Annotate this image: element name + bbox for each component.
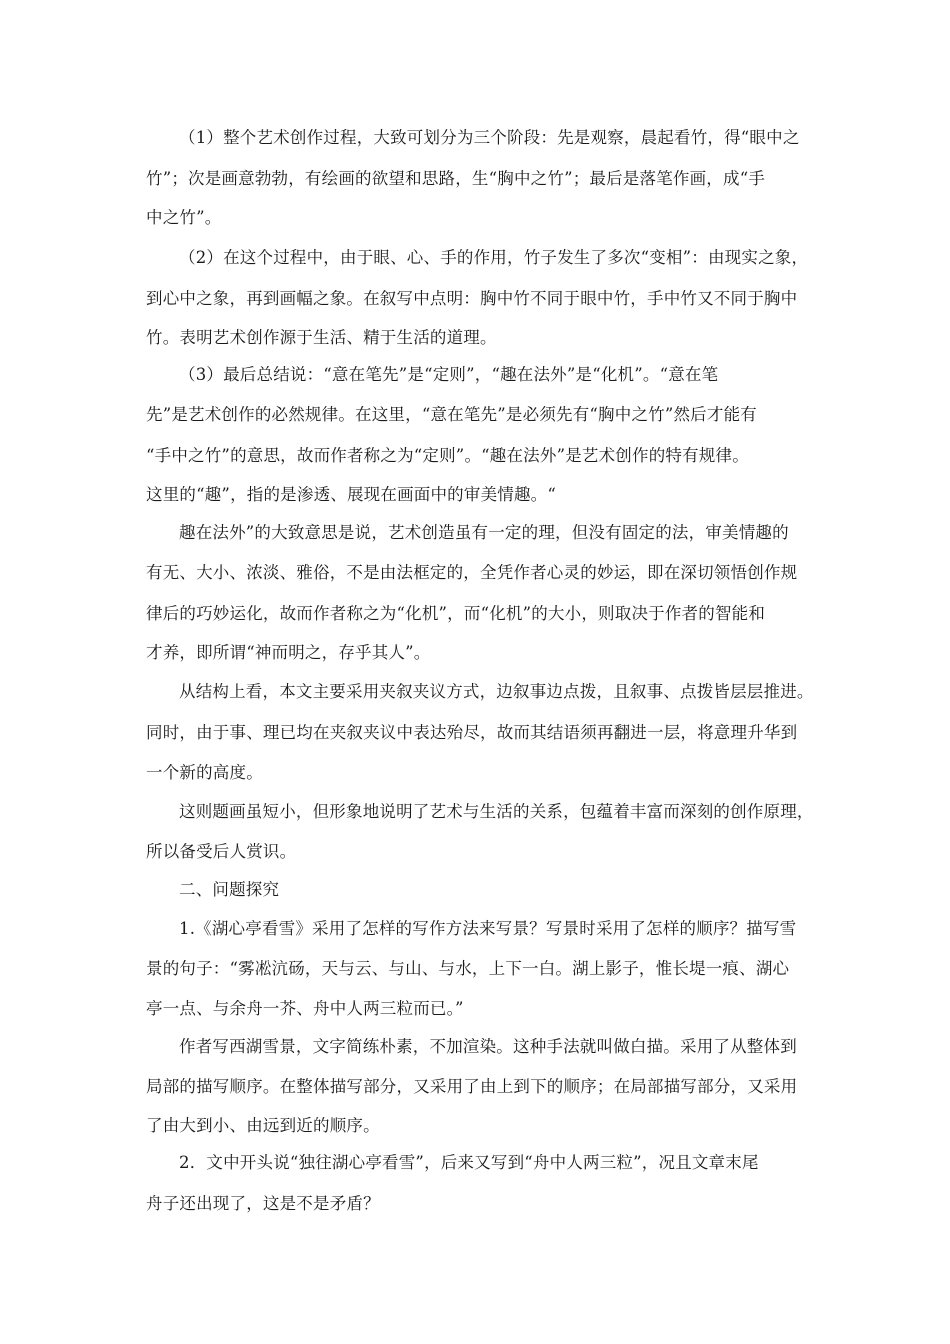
text-line: 一个新的高度。 [146,763,263,782]
text-line: 从结构上看，本文主要采用夹叙夹议方式，边叙事边点拨，且叙事、点拨皆层层推进。 [179,682,814,701]
text-line: 才养，即所谓“神而明之，存乎其人”。 [146,643,431,662]
text-line: 局部的描写顺序。在整体描写部分，又采用了由上到下的顺序；在局部描写部分，又采用 [146,1077,798,1096]
text-line: （3）最后总结说：“意在笔先”是“定则”，“趣在法外”是“化机”。“意在笔 [179,365,719,384]
text-line: 有无、大小、浓淡、雅俗，不是由法框定的，全凭作者心灵的妙运，即在深切领悟创作规 [146,563,798,582]
text-line: 这里的“趣”，指的是渗透、展现在画面中的审美情趣。“ [146,485,557,504]
text-line: 中之竹”。 [146,208,222,227]
text-line: 舟子还出现了，这是不是矛盾？ [146,1194,380,1213]
text-line: “手中之竹”的意思，故而作者称之为“定则”。“趣在法外”是艺术创作的特有规律。 [146,446,749,465]
text-line: 2．文中开头说“独往湖心亭看雪”，后来又写到“舟中人两三粒”，况且文章末尾 [179,1153,759,1172]
text-line: 1.《湖心亭看雪》采用了怎样的写作方法来写景？写景时采用了怎样的顺序？描写雪 [179,919,797,938]
text-line: 竹”；次是画意勃勃，有绘画的欲望和思路，生“胸中之竹”；最后是落笔作画，成“手 [146,169,766,188]
text-line: 了由大到小、由远到近的顺序。 [146,1116,380,1135]
text-line: （2）在这个过程中，由于眼、心、手的作用，竹子发生了多次“变相”：由现实之象， [179,248,809,267]
text-line: 到心中之象，再到画幅之象。在叙写中点明：胸中竹不同于眼中竹，手中竹又不同于胸中 [146,289,798,308]
text-line: 景的句子：“雾凇沆砀，天与云、与山、与水，上下一白。湖上影子，惟长堤一痕、湖心 [146,959,790,978]
text-line: 竹。表明艺术创作源于生活、精于生活的道理。 [146,328,497,347]
text-line: 亭一点、与余舟一芥、舟中人两三粒而已。” [146,999,464,1018]
text-line: 律后的巧妙运化，故而作者称之为“化机”，而“化机”的大小，则取决于作者的智能和 [146,604,766,623]
text-line: 先”是艺术创作的必然规律。在这里，“意在笔先”是必须先有“胸中之竹”然后才能有 [146,405,757,424]
text-line: 作者写西湖雪景，文字简练朴素，不加渲染。这种手法就叫做白描。采用了从整体到 [179,1037,797,1056]
text-line: 同时，由于事、理已均在夹叙夹议中表达殆尽，故而其结语须再翻进一层，将意理升华到 [146,723,798,742]
text-line: （1）整个艺术创作过程，大致可划分为三个阶段：先是观察，晨起看竹，得“眼中之 [179,128,800,147]
section-heading: 二、问题探究 [179,880,280,899]
text-line: 所以备受后人赏识。 [146,842,297,861]
text-line: 趣在法外”的大致意思是说，艺术创造虽有一定的理，但没有固定的法，审美情趣的 [179,523,789,542]
text-line: 这则题画虽短小，但形象地说明了艺术与生活的关系，包蕴着丰富而深刻的创作原理， [179,802,814,821]
